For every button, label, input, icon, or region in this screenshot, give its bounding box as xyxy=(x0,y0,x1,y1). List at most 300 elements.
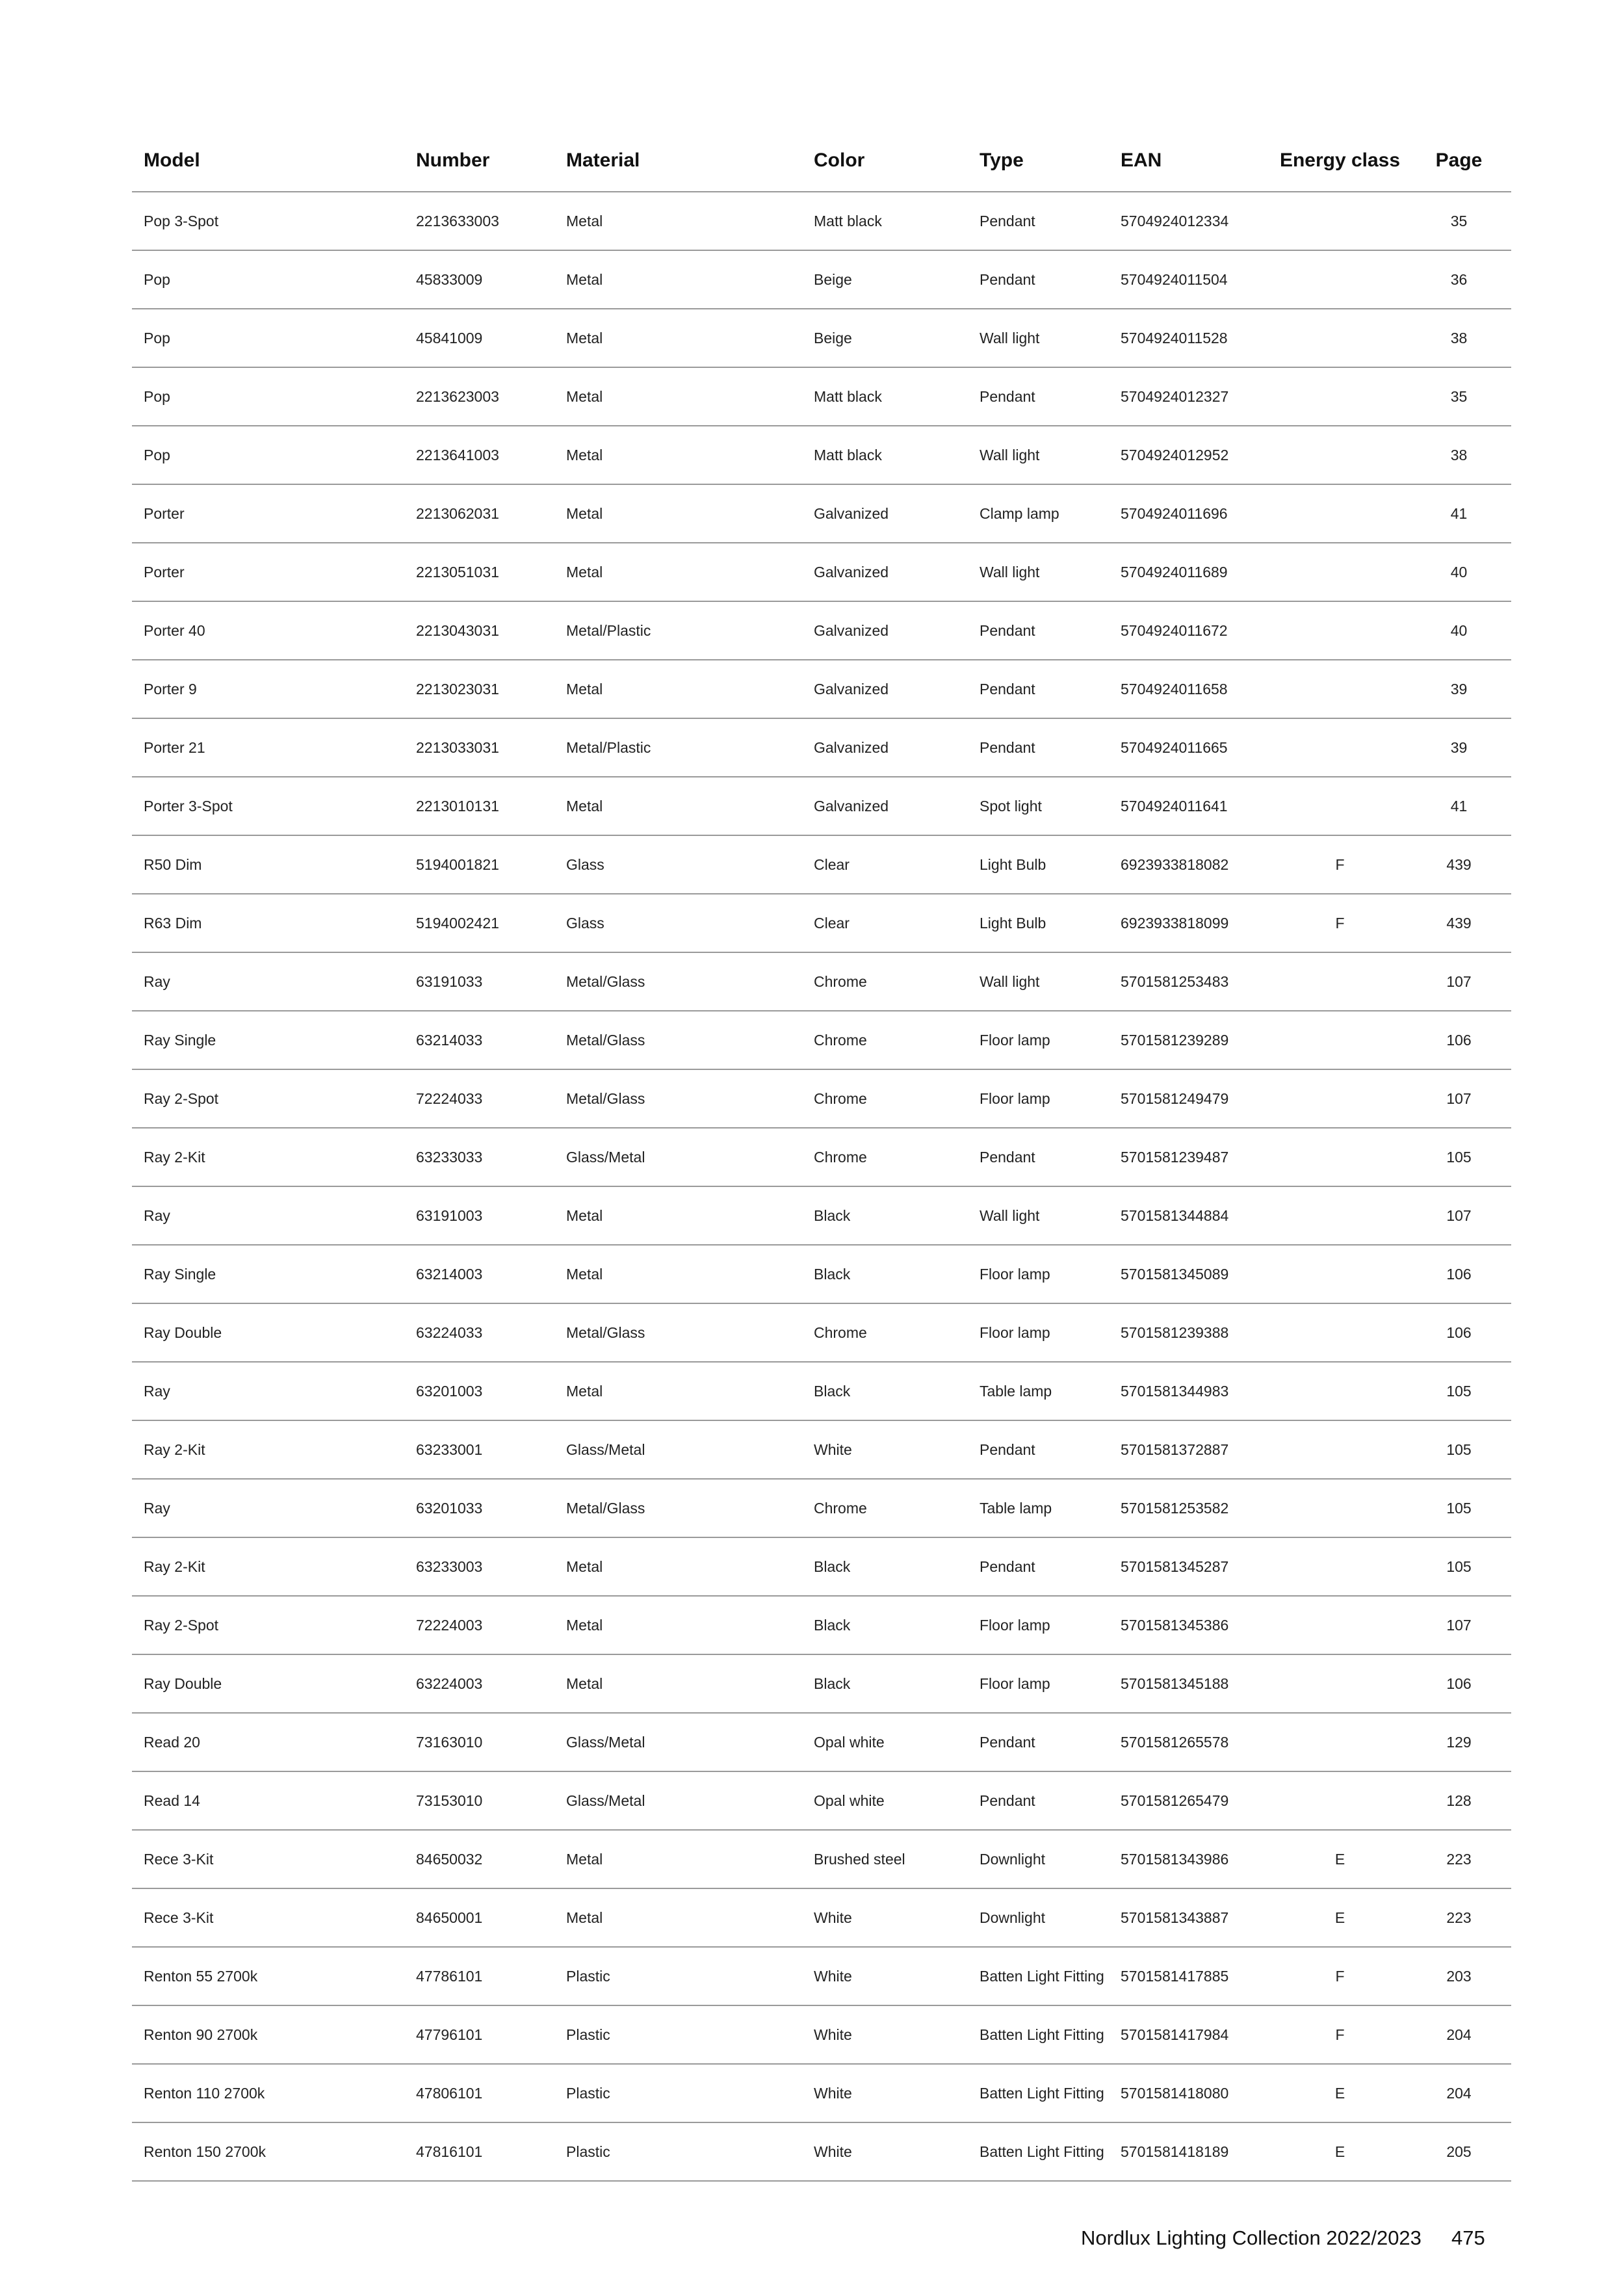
cell-model: Pop 3-Spot xyxy=(132,192,404,250)
cell-ean: 5704924011689 xyxy=(1109,543,1273,601)
table-row xyxy=(132,1362,1511,1420)
cell-color: Beige xyxy=(802,309,968,367)
cell-model: Porter 9 xyxy=(132,660,404,718)
header-color: Color xyxy=(802,130,968,192)
cell-number: 73163010 xyxy=(404,1713,554,1771)
cell-model: Pop xyxy=(132,426,404,484)
cell-material: Metal xyxy=(554,426,802,484)
cell-energy-class xyxy=(1273,1245,1407,1303)
cell-number: 84650001 xyxy=(404,1888,554,1947)
cell-model: Renton 90 2700k xyxy=(132,2005,404,2064)
cell-number: 2213623003 xyxy=(404,367,554,426)
footer-page-number: 475 xyxy=(1451,2226,1485,2249)
cell-type: Downlight xyxy=(968,1888,1109,1947)
cell-ean: 5701581417984 xyxy=(1109,2005,1273,2064)
cell-material: Metal xyxy=(554,1186,802,1245)
cell-page: 35 xyxy=(1407,192,1511,250)
cell-material: Plastic xyxy=(554,1947,802,2005)
cell-page: 105 xyxy=(1407,1128,1511,1186)
cell-material: Metal xyxy=(554,660,802,718)
cell-model: R63 Dim xyxy=(132,894,404,952)
cell-number: 72224003 xyxy=(404,1596,554,1654)
cell-energy-class xyxy=(1273,601,1407,660)
cell-number: 84650032 xyxy=(404,1830,554,1888)
cell-page: 105 xyxy=(1407,1362,1511,1420)
cell-color: Black xyxy=(802,1596,968,1654)
table-row xyxy=(132,660,1511,718)
cell-energy-class xyxy=(1273,543,1407,601)
cell-color: Brushed steel xyxy=(802,1830,968,1888)
cell-color: Chrome xyxy=(802,952,968,1011)
cell-ean: 5701581345089 xyxy=(1109,1245,1273,1303)
cell-color: Galvanized xyxy=(802,718,968,777)
cell-material: Glass xyxy=(554,894,802,952)
cell-number: 47796101 xyxy=(404,2005,554,2064)
cell-ean: 5701581345188 xyxy=(1109,1654,1273,1713)
cell-type: Pendant xyxy=(968,367,1109,426)
table-row xyxy=(132,1245,1511,1303)
table-row xyxy=(132,601,1511,660)
cell-color: Chrome xyxy=(802,1069,968,1128)
header-model: Model xyxy=(132,130,404,192)
cell-color: White xyxy=(802,1420,968,1479)
cell-type: Pendant xyxy=(968,660,1109,718)
cell-number: 2213033031 xyxy=(404,718,554,777)
cell-material: Metal xyxy=(554,309,802,367)
cell-number: 63224003 xyxy=(404,1654,554,1713)
cell-page: 107 xyxy=(1407,952,1511,1011)
cell-number: 63233003 xyxy=(404,1537,554,1596)
cell-color: White xyxy=(802,1888,968,1947)
cell-model: Porter 3-Spot xyxy=(132,777,404,835)
cell-page: 105 xyxy=(1407,1537,1511,1596)
cell-energy-class xyxy=(1273,309,1407,367)
cell-number: 63233033 xyxy=(404,1128,554,1186)
cell-color: Chrome xyxy=(802,1303,968,1362)
cell-type: Wall light xyxy=(968,952,1109,1011)
cell-energy-class xyxy=(1273,1186,1407,1245)
cell-ean: 5701581372887 xyxy=(1109,1420,1273,1479)
cell-page: 106 xyxy=(1407,1654,1511,1713)
cell-type: Wall light xyxy=(968,309,1109,367)
cell-type: Light Bulb xyxy=(968,894,1109,952)
cell-model: Ray xyxy=(132,1479,404,1537)
cell-page: 439 xyxy=(1407,835,1511,894)
cell-model: Renton 150 2700k xyxy=(132,2122,404,2181)
cell-energy-class xyxy=(1273,426,1407,484)
cell-color: Galvanized xyxy=(802,601,968,660)
cell-material: Metal/Glass xyxy=(554,1011,802,1069)
cell-material: Metal xyxy=(554,543,802,601)
cell-type: Pendant xyxy=(968,1713,1109,1771)
header-material: Material xyxy=(554,130,802,192)
cell-energy-class: F xyxy=(1273,835,1407,894)
cell-material: Plastic xyxy=(554,2122,802,2181)
cell-ean: 5701581344983 xyxy=(1109,1362,1273,1420)
cell-material: Plastic xyxy=(554,2064,802,2122)
cell-number: 5194002421 xyxy=(404,894,554,952)
cell-type: Pendant xyxy=(968,718,1109,777)
cell-ean: 5704924011641 xyxy=(1109,777,1273,835)
cell-material: Metal xyxy=(554,1537,802,1596)
table-row xyxy=(132,2064,1511,2122)
table-row xyxy=(132,1654,1511,1713)
cell-page: 40 xyxy=(1407,543,1511,601)
header-ean: EAN xyxy=(1109,130,1273,192)
cell-type: Pendant xyxy=(968,601,1109,660)
cell-ean: 5704924011504 xyxy=(1109,250,1273,309)
cell-page: 36 xyxy=(1407,250,1511,309)
cell-ean: 6923933818082 xyxy=(1109,835,1273,894)
table-row xyxy=(132,1128,1511,1186)
header-number: Number xyxy=(404,130,554,192)
table-row xyxy=(132,250,1511,309)
cell-material: Metal xyxy=(554,1596,802,1654)
cell-color: Galvanized xyxy=(802,543,968,601)
cell-color: Galvanized xyxy=(802,777,968,835)
cell-ean: 5701581418080 xyxy=(1109,2064,1273,2122)
cell-color: Black xyxy=(802,1362,968,1420)
cell-material: Glass xyxy=(554,835,802,894)
cell-page: 107 xyxy=(1407,1596,1511,1654)
cell-page: 40 xyxy=(1407,601,1511,660)
cell-type: Batten Light Fitting xyxy=(968,2064,1109,2122)
cell-page: 223 xyxy=(1407,1830,1511,1888)
cell-material: Metal xyxy=(554,777,802,835)
cell-ean: 5701581253483 xyxy=(1109,952,1273,1011)
cell-number: 63214003 xyxy=(404,1245,554,1303)
cell-model: Read 14 xyxy=(132,1771,404,1830)
cell-type: Floor lamp xyxy=(968,1011,1109,1069)
cell-number: 2213641003 xyxy=(404,426,554,484)
cell-ean: 5704924011665 xyxy=(1109,718,1273,777)
table-row xyxy=(132,367,1511,426)
cell-model: Ray xyxy=(132,1362,404,1420)
cell-ean: 5701581265578 xyxy=(1109,1713,1273,1771)
cell-page: 105 xyxy=(1407,1479,1511,1537)
cell-model: Pop xyxy=(132,309,404,367)
cell-type: Pendant xyxy=(968,250,1109,309)
cell-number: 2213043031 xyxy=(404,601,554,660)
cell-ean: 5701581239388 xyxy=(1109,1303,1273,1362)
cell-model: Renton 55 2700k xyxy=(132,1947,404,2005)
cell-type: Table lamp xyxy=(968,1362,1109,1420)
cell-page: 128 xyxy=(1407,1771,1511,1830)
cell-material: Plastic xyxy=(554,2005,802,2064)
cell-color: Galvanized xyxy=(802,660,968,718)
cell-energy-class xyxy=(1273,367,1407,426)
header-type: Type xyxy=(968,130,1109,192)
cell-model: Rece 3-Kit xyxy=(132,1830,404,1888)
cell-model: Ray 2-Kit xyxy=(132,1537,404,1596)
cell-type: Table lamp xyxy=(968,1479,1109,1537)
cell-color: Black xyxy=(802,1245,968,1303)
cell-color: Opal white xyxy=(802,1713,968,1771)
cell-material: Metal xyxy=(554,1830,802,1888)
cell-material: Metal xyxy=(554,1654,802,1713)
cell-energy-class: E xyxy=(1273,1830,1407,1888)
header-page: Page xyxy=(1407,130,1511,192)
cell-page: 41 xyxy=(1407,484,1511,543)
cell-type: Pendant xyxy=(968,1420,1109,1479)
cell-page: 205 xyxy=(1407,2122,1511,2181)
cell-material: Glass/Metal xyxy=(554,1420,802,1479)
product-table xyxy=(132,130,1511,2182)
table-row xyxy=(132,1069,1511,1128)
table-body xyxy=(132,192,1511,2181)
cell-number: 63214033 xyxy=(404,1011,554,1069)
table-row xyxy=(132,1947,1511,2005)
cell-type: Pendant xyxy=(968,192,1109,250)
table-row xyxy=(132,1830,1511,1888)
cell-ean: 5701581265479 xyxy=(1109,1771,1273,1830)
cell-model: Ray Double xyxy=(132,1654,404,1713)
cell-number: 63224033 xyxy=(404,1303,554,1362)
cell-model: Pop xyxy=(132,367,404,426)
cell-material: Metal xyxy=(554,367,802,426)
table-row xyxy=(132,1596,1511,1654)
cell-page: 106 xyxy=(1407,1245,1511,1303)
cell-page: 39 xyxy=(1407,718,1511,777)
cell-type: Floor lamp xyxy=(968,1069,1109,1128)
cell-color: White xyxy=(802,2064,968,2122)
cell-page: 129 xyxy=(1407,1713,1511,1771)
cell-energy-class xyxy=(1273,1362,1407,1420)
cell-type: Pendant xyxy=(968,1771,1109,1830)
cell-number: 45833009 xyxy=(404,250,554,309)
table-row xyxy=(132,1303,1511,1362)
cell-page: 204 xyxy=(1407,2064,1511,2122)
cell-material: Glass/Metal xyxy=(554,1128,802,1186)
table-row xyxy=(132,894,1511,952)
cell-ean: 5704924011672 xyxy=(1109,601,1273,660)
cell-type: Clamp lamp xyxy=(968,484,1109,543)
cell-ean: 5704924012327 xyxy=(1109,367,1273,426)
cell-color: White xyxy=(802,2005,968,2064)
cell-ean: 5701581239487 xyxy=(1109,1128,1273,1186)
cell-ean: 5704924011528 xyxy=(1109,309,1273,367)
cell-type: Wall light xyxy=(968,1186,1109,1245)
cell-model: Renton 110 2700k xyxy=(132,2064,404,2122)
cell-model: Ray Single xyxy=(132,1245,404,1303)
cell-ean: 5704924012334 xyxy=(1109,192,1273,250)
cell-material: Metal xyxy=(554,1245,802,1303)
cell-color: White xyxy=(802,2122,968,2181)
cell-energy-class xyxy=(1273,192,1407,250)
cell-number: 63191033 xyxy=(404,952,554,1011)
cell-material: Metal xyxy=(554,484,802,543)
cell-page: 204 xyxy=(1407,2005,1511,2064)
cell-color: Chrome xyxy=(802,1128,968,1186)
cell-color: Black xyxy=(802,1654,968,1713)
header-energy-class: Energy class xyxy=(1273,130,1407,192)
cell-model: Ray Double xyxy=(132,1303,404,1362)
table-row xyxy=(132,484,1511,543)
cell-page: 223 xyxy=(1407,1888,1511,1947)
footer-title: Nordlux Lighting Collection 2022/2023 xyxy=(1081,2226,1422,2249)
table-row xyxy=(132,777,1511,835)
cell-model: Rece 3-Kit xyxy=(132,1888,404,1947)
cell-type: Floor lamp xyxy=(968,1303,1109,1362)
cell-ean: 5701581343887 xyxy=(1109,1888,1273,1947)
cell-number: 63201033 xyxy=(404,1479,554,1537)
cell-page: 107 xyxy=(1407,1186,1511,1245)
table-row xyxy=(132,2122,1511,2181)
cell-type: Downlight xyxy=(968,1830,1109,1888)
cell-material: Metal xyxy=(554,250,802,309)
cell-energy-class: E xyxy=(1273,2064,1407,2122)
cell-number: 2213062031 xyxy=(404,484,554,543)
cell-color: Black xyxy=(802,1186,968,1245)
cell-number: 2213051031 xyxy=(404,543,554,601)
cell-type: Pendant xyxy=(968,1128,1109,1186)
cell-number: 63191003 xyxy=(404,1186,554,1245)
table-row xyxy=(132,718,1511,777)
cell-number: 2213010131 xyxy=(404,777,554,835)
cell-ean: 5701581418189 xyxy=(1109,2122,1273,2181)
cell-number: 63233001 xyxy=(404,1420,554,1479)
cell-model: Porter 40 xyxy=(132,601,404,660)
cell-material: Metal xyxy=(554,1888,802,1947)
cell-ean: 5701581345287 xyxy=(1109,1537,1273,1596)
cell-type: Light Bulb xyxy=(968,835,1109,894)
cell-type: Batten Light Fitting xyxy=(968,2122,1109,2181)
cell-material: Metal/Plastic xyxy=(554,718,802,777)
table-row xyxy=(132,1771,1511,1830)
cell-type: Batten Light Fitting xyxy=(968,1947,1109,2005)
cell-energy-class: E xyxy=(1273,1888,1407,1947)
table-row xyxy=(132,835,1511,894)
product-table-container xyxy=(132,130,1511,2182)
cell-type: Floor lamp xyxy=(968,1596,1109,1654)
cell-number: 47816101 xyxy=(404,2122,554,2181)
cell-model: Porter xyxy=(132,484,404,543)
cell-number: 2213633003 xyxy=(404,192,554,250)
cell-type: Batten Light Fitting xyxy=(968,2005,1109,2064)
cell-page: 35 xyxy=(1407,367,1511,426)
cell-model: Ray 2-Kit xyxy=(132,1420,404,1479)
cell-model: Read 20 xyxy=(132,1713,404,1771)
cell-model: Porter xyxy=(132,543,404,601)
cell-material: Glass/Metal xyxy=(554,1713,802,1771)
cell-material: Metal/Glass xyxy=(554,952,802,1011)
cell-ean: 5701581253582 xyxy=(1109,1479,1273,1537)
cell-type: Floor lamp xyxy=(968,1654,1109,1713)
cell-energy-class: E xyxy=(1273,2122,1407,2181)
cell-energy-class xyxy=(1273,718,1407,777)
cell-color: Matt black xyxy=(802,426,968,484)
cell-energy-class xyxy=(1273,1537,1407,1596)
cell-ean: 5701581239289 xyxy=(1109,1011,1273,1069)
cell-ean: 5704924011696 xyxy=(1109,484,1273,543)
cell-model: Ray Single xyxy=(132,1011,404,1069)
cell-model: Ray xyxy=(132,952,404,1011)
cell-ean: 5701581344884 xyxy=(1109,1186,1273,1245)
cell-ean: 5704924012952 xyxy=(1109,426,1273,484)
cell-type: Spot light xyxy=(968,777,1109,835)
cell-energy-class xyxy=(1273,250,1407,309)
cell-energy-class xyxy=(1273,952,1407,1011)
cell-color: Beige xyxy=(802,250,968,309)
cell-page: 107 xyxy=(1407,1069,1511,1128)
cell-type: Wall light xyxy=(968,543,1109,601)
cell-page: 41 xyxy=(1407,777,1511,835)
cell-number: 2213023031 xyxy=(404,660,554,718)
cell-color: Black xyxy=(802,1537,968,1596)
cell-energy-class xyxy=(1273,1420,1407,1479)
cell-number: 47806101 xyxy=(404,2064,554,2122)
cell-ean: 5701581417885 xyxy=(1109,1947,1273,2005)
cell-energy-class xyxy=(1273,1654,1407,1713)
table-row xyxy=(132,192,1511,250)
cell-energy-class xyxy=(1273,1771,1407,1830)
cell-type: Wall light xyxy=(968,426,1109,484)
cell-number: 72224033 xyxy=(404,1069,554,1128)
cell-page: 105 xyxy=(1407,1420,1511,1479)
cell-type: Pendant xyxy=(968,1537,1109,1596)
cell-color: Opal white xyxy=(802,1771,968,1830)
table-row xyxy=(132,2005,1511,2064)
cell-color: Matt black xyxy=(802,192,968,250)
table-row xyxy=(132,1420,1511,1479)
cell-energy-class xyxy=(1273,1479,1407,1537)
cell-color: Matt black xyxy=(802,367,968,426)
cell-type: Floor lamp xyxy=(968,1245,1109,1303)
cell-color: Galvanized xyxy=(802,484,968,543)
cell-model: Pop xyxy=(132,250,404,309)
cell-color: Chrome xyxy=(802,1479,968,1537)
cell-ean: 6923933818099 xyxy=(1109,894,1273,952)
cell-number: 63201003 xyxy=(404,1362,554,1420)
cell-page: 439 xyxy=(1407,894,1511,952)
table-row xyxy=(132,309,1511,367)
cell-material: Metal/Glass xyxy=(554,1069,802,1128)
table-row xyxy=(132,1186,1511,1245)
table-row xyxy=(132,1888,1511,1947)
cell-material: Glass/Metal xyxy=(554,1771,802,1830)
cell-page: 106 xyxy=(1407,1303,1511,1362)
table-row xyxy=(132,1713,1511,1771)
cell-energy-class: F xyxy=(1273,2005,1407,2064)
cell-page: 38 xyxy=(1407,309,1511,367)
table-row xyxy=(132,426,1511,484)
cell-material: Metal xyxy=(554,1362,802,1420)
table-row xyxy=(132,1011,1511,1069)
cell-model: Ray 2-Spot xyxy=(132,1596,404,1654)
cell-number: 45841009 xyxy=(404,309,554,367)
table-header-row xyxy=(132,130,1511,192)
cell-energy-class xyxy=(1273,1069,1407,1128)
cell-energy-class xyxy=(1273,777,1407,835)
cell-energy-class xyxy=(1273,660,1407,718)
cell-model: Ray 2-Spot xyxy=(132,1069,404,1128)
cell-ean: 5701581249479 xyxy=(1109,1069,1273,1128)
cell-ean: 5701581343986 xyxy=(1109,1830,1273,1888)
table-row xyxy=(132,1537,1511,1596)
cell-material: Metal/Plastic xyxy=(554,601,802,660)
cell-material: Metal/Glass xyxy=(554,1303,802,1362)
cell-energy-class xyxy=(1273,1011,1407,1069)
cell-energy-class xyxy=(1273,1596,1407,1654)
cell-number: 47786101 xyxy=(404,1947,554,2005)
cell-model: Porter 21 xyxy=(132,718,404,777)
cell-energy-class: F xyxy=(1273,1947,1407,2005)
cell-number: 73153010 xyxy=(404,1771,554,1830)
cell-page: 38 xyxy=(1407,426,1511,484)
table-row xyxy=(132,543,1511,601)
table-row xyxy=(132,952,1511,1011)
cell-energy-class xyxy=(1273,1713,1407,1771)
